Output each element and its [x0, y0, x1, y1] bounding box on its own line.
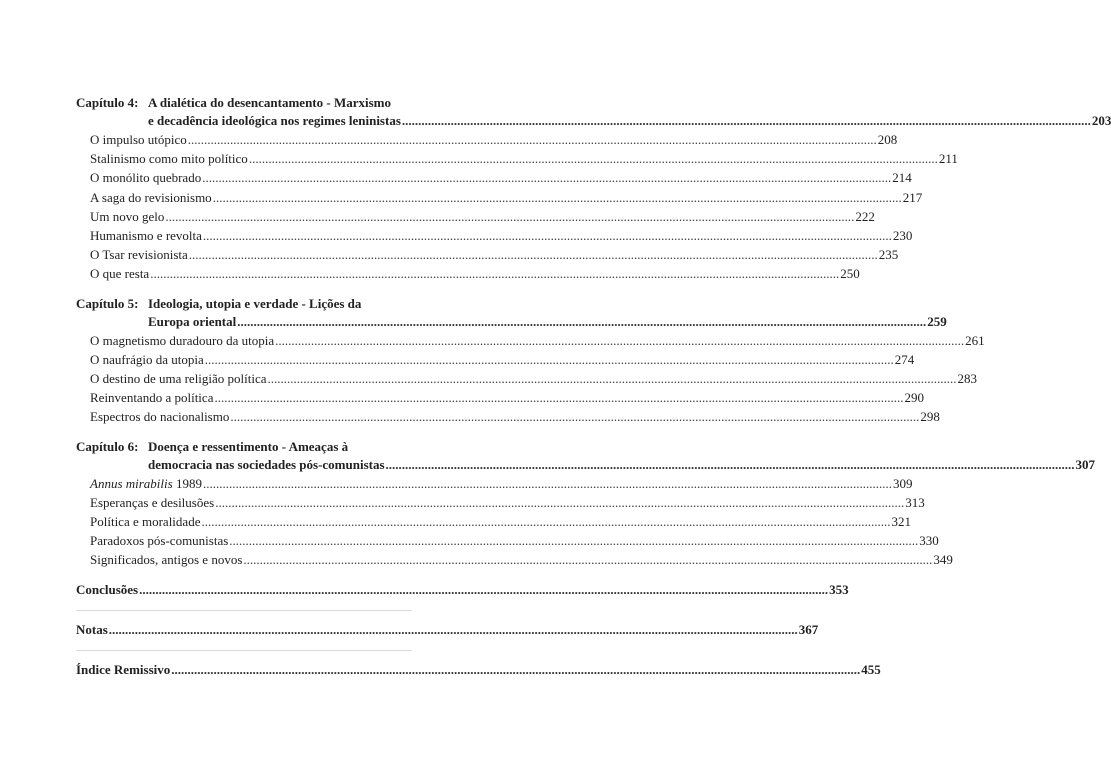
toc-notes: Notas ..... 367	[76, 621, 412, 639]
leader-dots	[237, 313, 926, 331]
toc-entry: A saga do revisionismo ..... 217	[90, 188, 412, 207]
page-number: 214	[892, 170, 912, 186]
chapter-title-line1: A dialética do desencantamento - Marxismo	[148, 95, 392, 110]
page-number: 330	[919, 533, 939, 549]
toc-entry: Annus mirabilis 1989 ..... 309	[90, 474, 412, 493]
divider	[76, 610, 412, 611]
chapter-title-line2: democracia nas sociedades pós-comunistas	[148, 456, 385, 472]
toc-entry: Paradoxos pós-comunistas ..... 330	[90, 531, 412, 550]
table-of-contents	[76, 94, 1111, 690]
chapter-label: Capítulo 6:	[76, 438, 139, 454]
chapter-4	[76, 94, 1111, 284]
leader-dots	[402, 112, 1091, 130]
toc-entry: Stalinismo como mito político ..... 211	[90, 149, 412, 168]
page-number: 283	[957, 371, 978, 387]
chapter-title-line1: Doença e ressentimento - Ameaças à	[148, 438, 349, 454]
page-number: 455	[861, 661, 881, 677]
page-number: 235	[878, 247, 899, 263]
page-number: 222	[855, 208, 875, 224]
toc-entry: O monólito quebrado ..... 214	[90, 168, 412, 187]
chapter-page-number: 259	[927, 313, 947, 329]
toc-entry: O magnetismo duradouro da utopia ..... 261	[90, 331, 412, 350]
page-number: 211	[938, 151, 958, 167]
chapter-page-number: 307	[1075, 456, 1096, 472]
divider	[76, 650, 412, 651]
toc-entry: Reinventando a política ..... 290	[90, 388, 412, 407]
chapter-title-line2: Europa oriental	[148, 313, 237, 329]
toc-entry: O naufrágio da utopia ..... 274	[90, 350, 412, 369]
chapter-label: Capítulo 4:	[76, 95, 139, 110]
toc-entry: Um novo gelo ..... 222	[90, 207, 412, 226]
toc-entry: O impulso utópico ..... 208	[90, 130, 412, 149]
toc-entry: Humanismo e revolta ..... 230	[90, 226, 412, 245]
page-number: 309	[892, 475, 913, 491]
page-number: 217	[902, 189, 923, 205]
chapter-title-line1: Ideologia, utopia e verdade - Lições da	[148, 295, 362, 311]
toc-conclusions: Conclusões ..... 353	[76, 581, 412, 599]
page-number: 321	[891, 514, 911, 530]
page-number: 250	[840, 266, 860, 282]
toc-entry: Espectros do nacionalismo ..... 298	[90, 407, 412, 426]
chapter-page-number: 203	[1091, 113, 1111, 128]
toc-index: Índice Remissivo ..... 455	[76, 661, 412, 679]
page-number: 367	[798, 621, 819, 637]
leader-dots	[386, 456, 1075, 474]
toc-entry: Esperanças e desilusões ..... 313	[90, 493, 412, 512]
page-number: 349	[933, 552, 953, 568]
chapter-5	[76, 295, 985, 427]
page-number: 353	[829, 581, 849, 597]
toc-entry: Significados, antigos e novos ..... 349	[90, 550, 412, 569]
page-number: 208	[877, 132, 898, 147]
page-number: 261	[965, 332, 985, 348]
toc-entry: Política e moralidade ..... 321	[90, 512, 412, 531]
chapter-6	[76, 438, 1096, 570]
chapter-label: Capítulo 5:	[76, 295, 139, 311]
page-number: 313	[905, 494, 925, 510]
page-number: 298	[920, 409, 940, 425]
toc-entry: O destino de uma religião política ..... 283	[90, 369, 412, 388]
chapter-title-line2: e decadência ideológica nos regimes leninistas	[148, 113, 401, 128]
page-number: 274	[894, 351, 915, 367]
toc-entry: O que resta ..... 250	[90, 264, 412, 283]
page-number: 290	[904, 390, 924, 406]
page-number: 230	[892, 228, 913, 244]
toc-entry: O Tsar revisionista ..... 235	[90, 245, 412, 264]
